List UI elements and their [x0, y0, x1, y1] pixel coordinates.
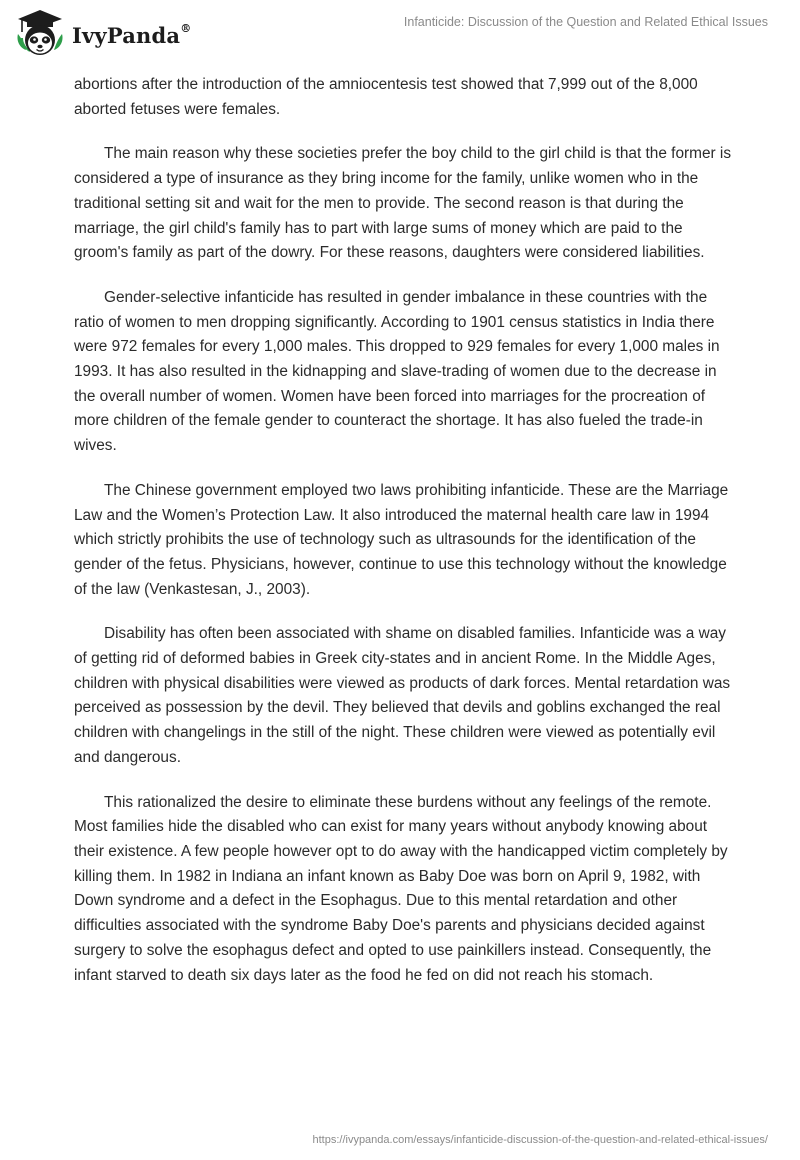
paragraph: This rationalized the desire to eliminate these burdens without any feelings of the remote. Most families hide the disabled who can exist for many years without anybody knowing about their existence. A few people however opt to do away with the handicapped victim completely by killing them. In 1982 in Indiana an infant known as Baby Doe was born on April 9, 1982, with Down syndrome and a defect in the Esophagus. Due to this mental retardation and other difficulties associated with the syndrome Baby Doe's parents and physicians decided against surgery to solve the esophagus defect and opted to use painkillers instead. Consequently, the infant starved to death six days later as the food he fed on did not reach his stomach.	[74, 793, 728, 984]
paragraph-continued: abortions after the introduction of the amniocentesis test showed that 7,999 out of the 8,000 aborted fetuses were females.	[74, 76, 698, 118]
essay-body	[74, 73, 734, 1008]
paragraph: Gender-selective infanticide has resulted in gender imbalance in these countries with the ratio of women to men dropping significantly. According to 1901 census statistics in India there were 972 females for every 1,000 males. This dropped to 929 females for every 1,000 males in 1993. It has also resulted in the kidnapping and slave-trading of women due to the decrease in the overall number of women. Women have been forced into marriages for the procreation of more children of the female gender to counteract the shortage. It has also fueled the trade-in wives.	[74, 288, 720, 455]
ivypanda-logo[interactable]	[14, 8, 191, 58]
paragraph: Disability has often been associated with shame on disabled families. Infanticide was a way of getting rid of deformed babies in Greek city-states and in ancient Rome. In the Middle Ages, children with physical disabilities were viewed as products of dark forces. Mental retardation was perceived as possession by the devil. They believed that devils and goblins exchanged the real children with changelings in the still of the night. These children were viewed as potentially evil and dangerous.	[74, 625, 731, 766]
paragraph: The main reason why these societies prefer the boy child to the girl child is that the former is considered a type of insurance as they bring income for the family, unlike women who in the traditional setting sit and wait for the men to provide. The second reason is that during the marriage, the girl child's family has to part with large sums of money which are paid to the groom's family as part of the dowry. For these reasons, daughters were considered liabilities.	[74, 145, 732, 262]
panda-logo-icon	[14, 8, 66, 58]
source-url[interactable]: https://ivypanda.com/essays/infanticide-discussion-of-the-question-and-related-ethical-issues/	[312, 1134, 768, 1146]
logo-wordmark: IvyPanda®	[72, 21, 192, 48]
paragraph: The Chinese government employed two laws prohibiting infanticide. These are the Marriage Law and the Women’s Protection Law. It also introduced the maternal health care law in 1994 which strictly prohibits the use of technology such as ultrasounds for the identification of the gender of the fetus. Physicians, however, continue to use this technology without the knowledge of the law (Venkastesan, J., 2003).	[74, 481, 729, 598]
document-title: Infanticide: Discussion of the Question and Related Ethical Issues	[403, 15, 768, 29]
page-header	[0, 0, 800, 60]
